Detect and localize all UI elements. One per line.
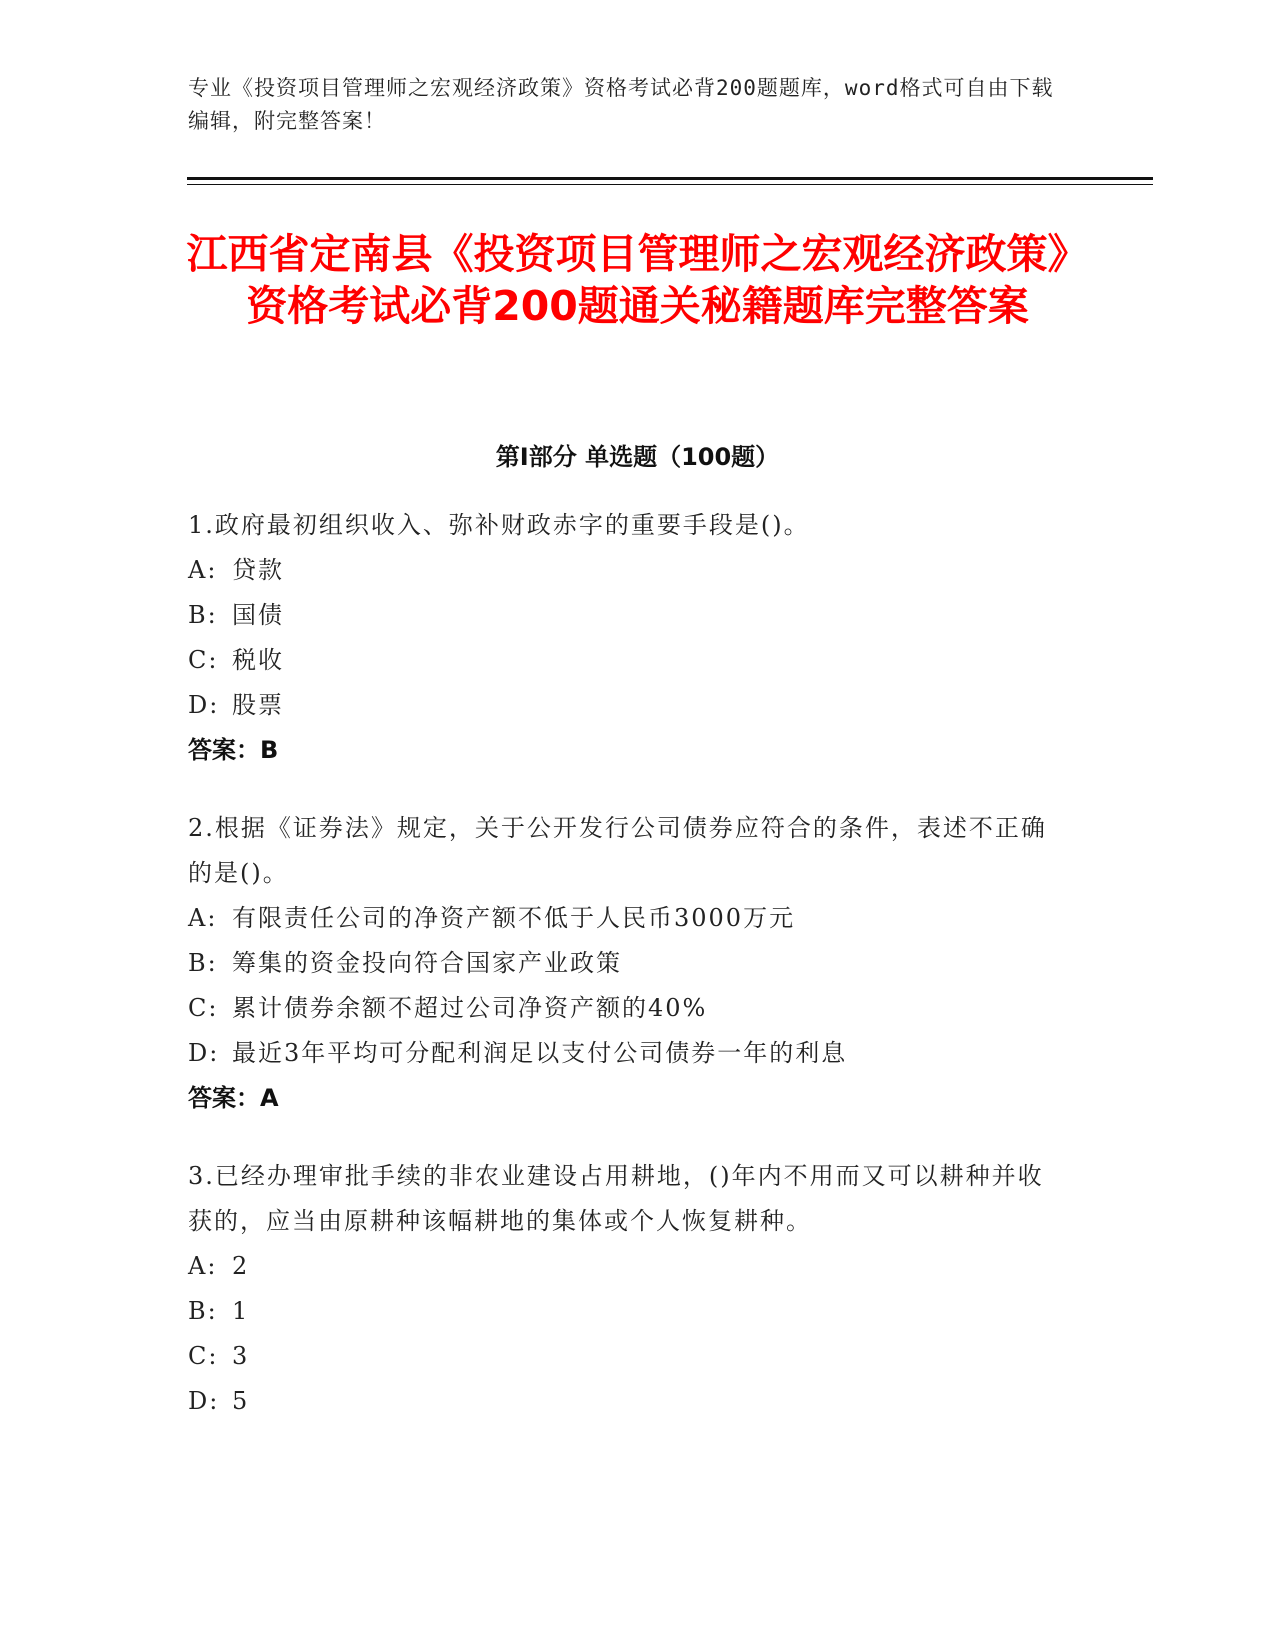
option-d (188, 1379, 1068, 1424)
option-letter: A: (188, 556, 218, 584)
question-1 (188, 503, 1068, 773)
question-2 (188, 806, 1068, 1121)
option-text: 5 (232, 1387, 250, 1415)
answer-line: 答案：A (188, 1084, 279, 1112)
option-a (188, 1244, 1068, 1289)
question-text: 2.根据《证券法》规定，关于公开发行公司债券应符合的条件，表述不正确的是()。 (188, 814, 1047, 887)
option-text: 筹集的资金投向符合国家产业政策 (232, 949, 622, 977)
option-d (188, 683, 1068, 728)
option-b (188, 941, 1068, 986)
option-b (188, 593, 1068, 638)
question-text: 1.政府最初组织收入、弥补财政赤字的重要手段是()。 (188, 511, 810, 539)
option-c (188, 1334, 1068, 1379)
option-letter: B: (188, 949, 218, 977)
option-letter: D: (188, 691, 220, 719)
option-a (188, 548, 1068, 593)
option-text: 税收 (232, 646, 284, 674)
option-letter: B: (188, 1297, 218, 1325)
header-divider-thick (187, 177, 1153, 180)
header-note: 专业《投资项目管理师之宏观经济政策》资格考试必背200题题库，word格式可自由下载编辑，附完整答案！ (188, 76, 1054, 133)
option-letter: C: (188, 994, 219, 1022)
option-letter: A: (188, 904, 218, 932)
answer-line: 答案：B (188, 736, 279, 764)
option-text: 国债 (232, 601, 284, 629)
option-letter: C: (188, 646, 219, 674)
option-text: 贷款 (232, 556, 284, 584)
option-letter: D: (188, 1387, 220, 1415)
section-heading: 第I部分 单选题（100题） (495, 443, 780, 471)
option-letter: B: (188, 601, 218, 629)
header-divider-thin (187, 184, 1153, 185)
option-text: 1 (232, 1297, 250, 1325)
option-a (188, 896, 1068, 941)
option-b (188, 1289, 1068, 1334)
option-c (188, 638, 1068, 683)
option-text: 有限责任公司的净资产额不低于人民币3000万元 (232, 904, 796, 932)
option-letter: D: (188, 1039, 220, 1067)
option-c (188, 986, 1068, 1031)
option-d (188, 1031, 1068, 1076)
option-text: 累计债券余额不超过公司净资产额的40% (232, 994, 708, 1022)
option-text: 3 (232, 1342, 250, 1370)
option-text: 2 (232, 1252, 250, 1280)
question-3 (188, 1154, 1068, 1424)
option-text: 最近3年平均可分配利润足以支付公司债券一年的利息 (232, 1039, 848, 1067)
option-text: 股票 (232, 691, 284, 719)
question-text: 3.已经办理审批手续的非农业建设占用耕地，()年内不用而又可以耕种并收获的，应当由原耕种该幅耕地的集体或个人恢复耕种。 (188, 1162, 1044, 1235)
option-letter: C: (188, 1342, 219, 1370)
option-letter: A: (188, 1252, 218, 1280)
document-title: 江西省定南县《投资项目管理师之宏观经济政策》资格考试必背200题通关秘籍题库完整答案 (186, 230, 1089, 330)
